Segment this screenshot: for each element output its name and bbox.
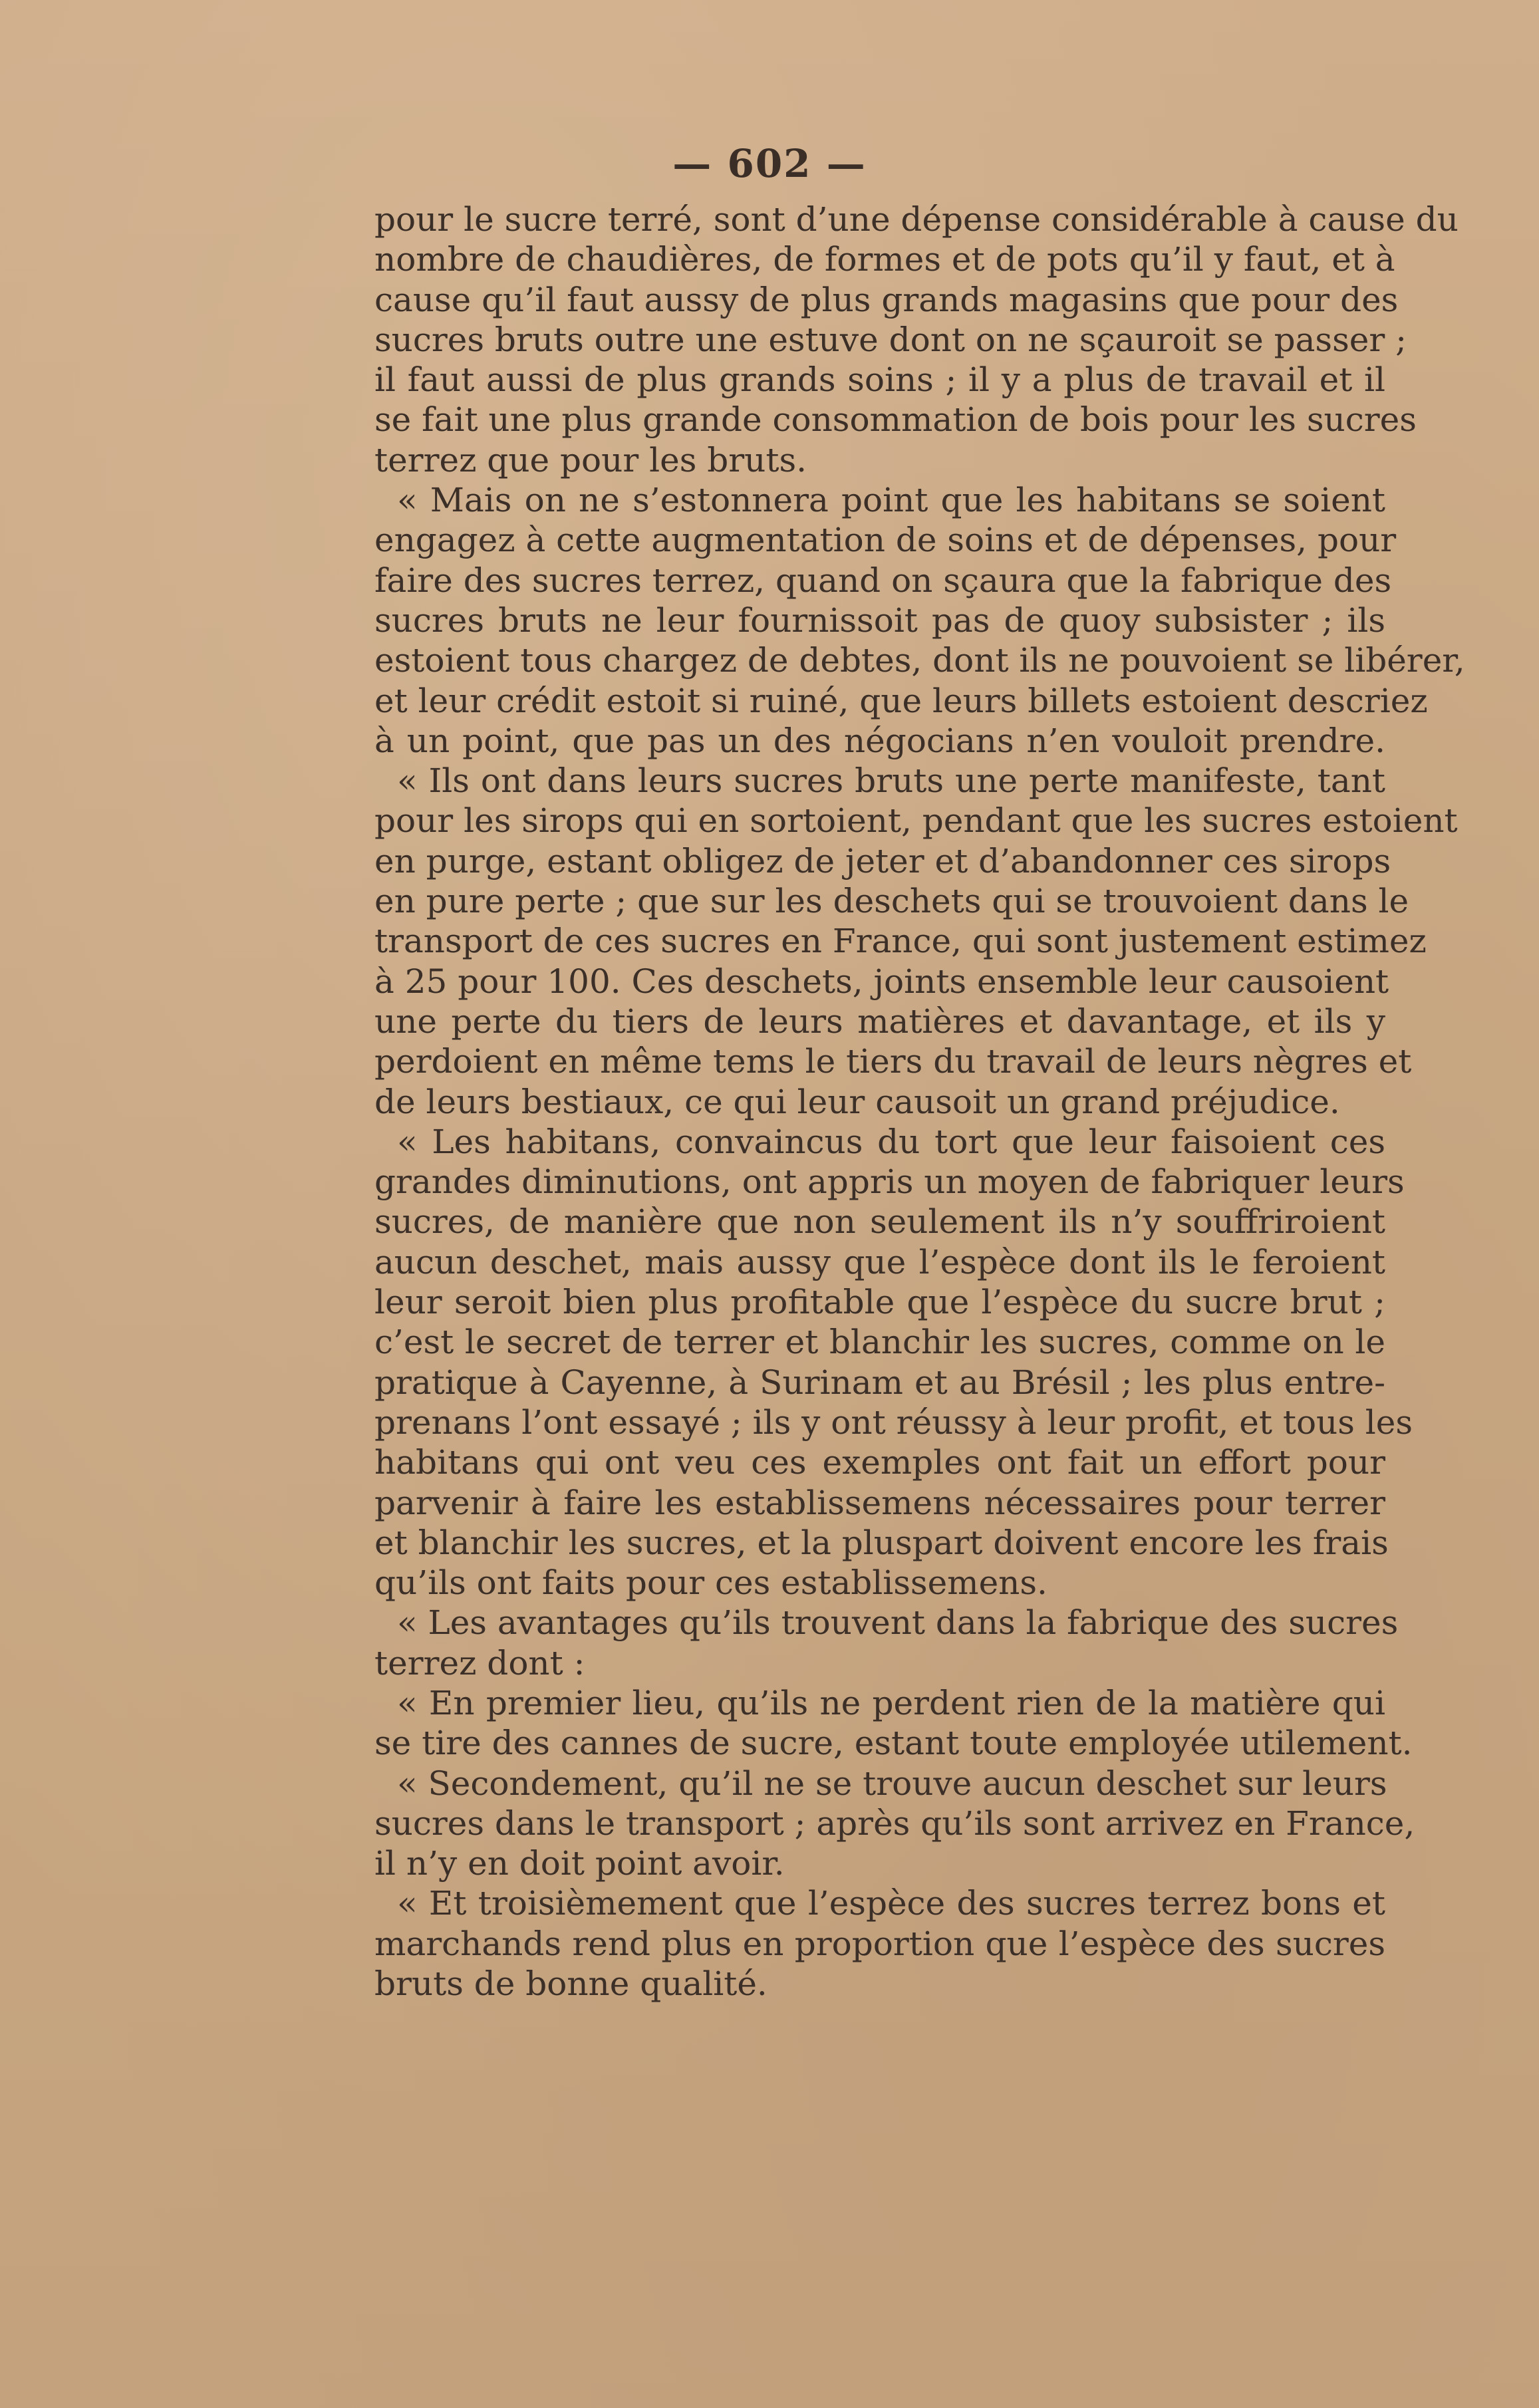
text-line: et leur crédit estoit si ruiné, que leurs billets estoient descriez [374,681,1428,720]
paragraph-2 [374,480,1465,761]
paragraph-8 [374,1883,1385,2004]
paragraph-7 [374,1764,1415,1884]
paragraph-3 [374,761,1458,1122]
text-line: sucres, de manière que non seulement ils n’y souffriroient [374,1202,1385,1242]
text-line: « Les avantages qu’ils trouvent dans la fabrique des sucres [397,1603,1399,1643]
text-line: nombre de chaudières, de formes et de pots qu’il y faut, et à [374,240,1395,279]
text-line: et blanchir les sucres, et la pluspart doivent encore les frais [374,1523,1389,1562]
text-line: parvenir à faire les establissemens nécessaires pour terrer [374,1483,1385,1522]
text-line: « Secondement, qu’il ne se trouve aucun deschet sur leurs [397,1764,1387,1803]
text-line: marchands rend plus en proportion que l’espèce des sucres [374,1924,1385,1963]
text-line: en purge, estant obligez de jeter et d’abandonner ces sirops [374,841,1391,880]
text-line: terrez dont : [374,1643,585,1682]
text-line: « En premier lieu, qu’ils ne perdent rien de la matière qui [397,1683,1385,1722]
body-text [374,200,1465,2004]
text-line: terrez que pour les bruts. [374,440,807,479]
paragraph-5 [374,1603,1399,1683]
text-line: de leurs bestiaux, ce qui leur causoit un grand préjudice. [374,1082,1340,1121]
text-line: sucres bruts outre une estuve dont on ne sçauroit se passer ; [374,320,1407,359]
text-line: il faut aussi de plus grands soins ; il y a plus de travail et il [374,360,1385,400]
text-line: c’est le secret de terrer et blanchir les sucres, comme on le [374,1323,1385,1362]
text-line: il n’y en doit point avoir. [374,1844,785,1883]
text-line: grandes diminutions, ont appris un moyen de fabriquer leurs [374,1162,1405,1202]
text-line: cause qu’il faut aussy de plus grands magasins que pour des [374,280,1399,319]
text-line: pour le sucre terré, sont d’une dépense considérable à cause du [374,200,1459,239]
text-line: « Et troisièmement que l’espèce des sucres terrez bons et [397,1884,1385,1923]
text-line: estoient tous chargez de debtes, dont ils ne pouvoient se libérer, [374,641,1465,680]
paragraph-4 [374,1122,1413,1603]
text-line: engagez à cette augmentation de soins et de dépenses, pour [374,521,1397,560]
text-line: « Ils ont dans leurs sucres bruts une perte manifeste, tant [397,761,1385,801]
text-line: en pure perte ; que sur les deschets qui se trouvoient dans le [374,882,1409,921]
text-line: sucres dans le transport ; après qu’ils sont arrivez en France, [374,1804,1415,1843]
text-line: habitans qui ont veu ces exemples ont fait un effort pour [374,1443,1385,1482]
text-line: se tire des cannes de sucre, estant toute employée utilement. [374,1724,1413,1763]
text-line: une perte du tiers de leurs matières et davantage, et ils y [374,1002,1385,1041]
text-line: pour les sirops qui en sortoient, pendant que les sucres estoient [374,801,1458,841]
text-line: transport de ces sucres en France, qui sont justement estimez [374,922,1427,961]
text-line: « Les habitans, convaincus du tort que leur faisoient ces [397,1122,1385,1161]
text-line: faire des sucres terrez, quand on sçaura que la fabrique des [374,561,1392,600]
text-line: à 25 pour 100. Ces deschets, joints ensemble leur causoient [374,962,1389,1001]
page-number: — 602 — [672,141,867,186]
paragraph-1 [374,200,1459,480]
text-line: leur seroit bien plus profitable que l’espèce du sucre brut ; [374,1283,1385,1322]
text-line: prenans l’ont essayé ; ils y ont réussy à leur profit, et tous les [374,1403,1413,1442]
text-line: sucres bruts ne leur fournissoit pas de quoy subsister ; ils [374,601,1385,640]
text-line: bruts de bonne qualité. [374,1964,768,2004]
text-line: à un point, que pas un des négocians n’en vouloit prendre. [374,721,1385,760]
paragraph-6 [374,1683,1413,1764]
text-line: aucun deschet, mais aussy que l’espèce dont ils le feroient [374,1242,1385,1281]
text-line: « Mais on ne s’estonnera point que les habitans se soient [397,481,1385,520]
text-line: qu’ils ont faits pour ces establissemens. [374,1563,1048,1603]
text-line: pratique à Cayenne, à Surinam et au Brésil ; les plus entre- [374,1363,1385,1402]
text-line: se fait une plus grande consommation de bois pour les sucres [374,400,1417,440]
text-line: perdoient en même tems le tiers du travail de leurs nègres et [374,1042,1412,1081]
